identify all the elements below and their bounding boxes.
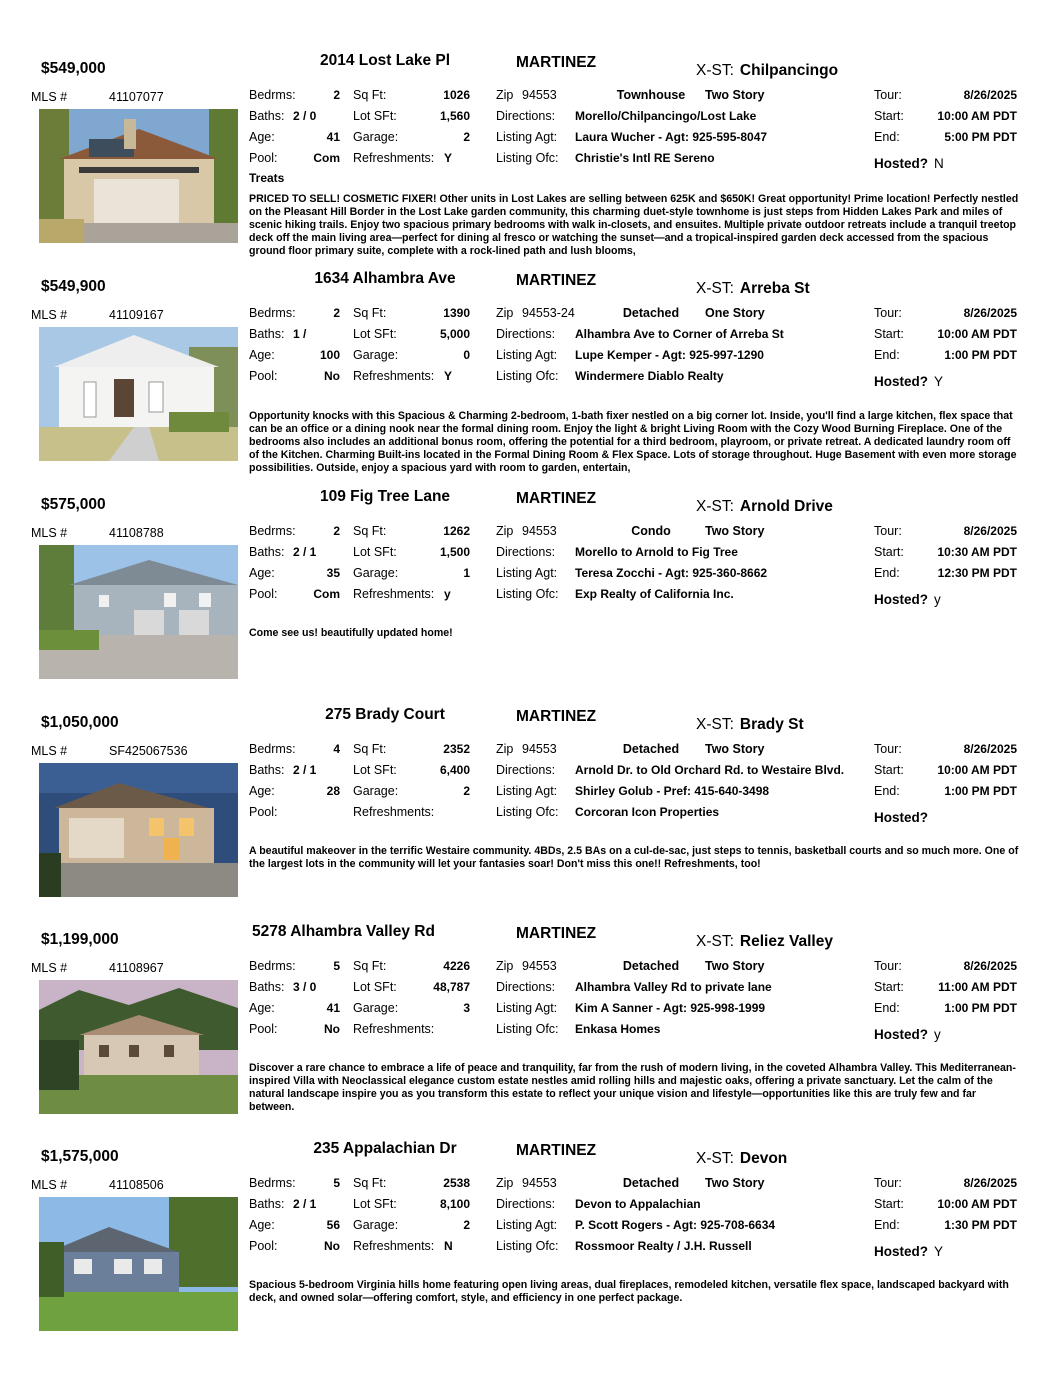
listing-description: Spacious 5-bedroom Virginia hills home featuring open living areas, dual fireplaces, remodeled kitchen, versatile flex space, landscaped backyard with deck, and owned solar—offering comfort, style, and efficiency in one perfect package. xyxy=(249,1279,1009,1304)
sqft-value: 1390 xyxy=(443,306,470,320)
cross-street xyxy=(696,933,833,951)
listing-price: $1,575,000 xyxy=(41,1148,119,1165)
listing-agent-label: Listing Agt: xyxy=(496,130,558,144)
property-type: Detached xyxy=(622,742,680,756)
listing-city: MARTINEZ xyxy=(516,54,597,71)
garage-label: Garage: xyxy=(353,566,399,580)
property-type: Condo xyxy=(631,524,671,538)
property-photo xyxy=(39,763,238,897)
listing-card xyxy=(0,50,1063,268)
age-value: 100 xyxy=(319,348,340,362)
lot-sqft-value: 1,560 xyxy=(439,109,470,123)
tour-date: 8/26/2025 xyxy=(963,1176,1017,1190)
end-label: End: xyxy=(874,348,900,362)
hosted-value: Y xyxy=(934,374,944,389)
mls-label: MLS # xyxy=(31,308,68,322)
mls-label: MLS # xyxy=(31,961,68,975)
zip-label: Zip xyxy=(496,306,514,320)
zip-value: 94553 xyxy=(522,88,557,102)
listing-city: MARTINEZ xyxy=(516,708,597,725)
mls-label: MLS # xyxy=(31,90,68,104)
listing-address: 2014 Lost Lake Pl xyxy=(319,52,451,69)
directions-label: Directions: xyxy=(496,109,556,123)
garage-value: 1 xyxy=(463,566,470,580)
cross-street-label: X-ST: xyxy=(696,933,734,950)
directions-value: Arnold Dr. to Old Orchard Rd. to Westaire Blvd. xyxy=(575,763,845,777)
lot-sqft-value: 5,000 xyxy=(439,327,470,341)
garage-value: 3 xyxy=(463,1001,470,1015)
listing-office-label: Listing Ofc: xyxy=(496,1239,559,1253)
garage-label: Garage: xyxy=(353,348,399,362)
lot-sqft-value: 48,787 xyxy=(433,980,470,994)
sqft-value: 1262 xyxy=(443,524,470,538)
stories: One Story xyxy=(705,306,765,320)
bedrooms-value: 5 xyxy=(333,959,340,973)
garage-value: 2 xyxy=(463,130,470,144)
hosted-label: Hosted? xyxy=(874,374,928,389)
lot-sqft-label: Lot SFt: xyxy=(353,763,397,777)
directions-value: Morello to Arnold to Fig Tree xyxy=(575,545,738,559)
start-label: Start: xyxy=(874,1197,904,1211)
listing-address: 275 Brady Court xyxy=(325,706,445,723)
listing-description: PRICED TO SELL! COSMETIC FIXER! Other units in Lost Lakes are selling between 625K and $650K! Great opportunity! Prime location! Perfectly nestled on the Pleasant Hill Border in the Lost Lake garden community, this charming duet-style townhome is just steps from Hidden Lakes Park and miles of scenic hiking trails. Enjoy two spacious primary bedrooms with walk in-closets, and ensuites. Multiple private outdoor retreats include a tranquil treetop deck off the main living area—perfect for dining al fresco or watching the sunset—and a tropical-inspired garden deck accessed from the spacious ground floor primary suite, complete with a rock-lined path and lush blooms, xyxy=(249,193,1019,257)
listing-office-label: Listing Ofc: xyxy=(496,369,559,383)
hosted-value: y xyxy=(934,592,941,607)
listing-office-value: Rossmoor Realty / J.H. Russell xyxy=(575,1239,752,1253)
end-time: 1:00 PM PDT xyxy=(944,784,1017,798)
baths-value: 1 / xyxy=(293,327,307,341)
start-time: 11:00 AM PDT xyxy=(938,980,1017,994)
baths-value: 2 / 1 xyxy=(293,763,317,777)
listing-office-label: Listing Ofc: xyxy=(496,151,559,165)
property-photo xyxy=(39,545,238,679)
cross-street-value: Arnold Drive xyxy=(739,498,833,515)
pool-label: Pool: xyxy=(249,369,278,383)
baths-label: Baths: xyxy=(249,545,285,559)
listing-address: 109 Fig Tree Lane xyxy=(319,488,451,505)
lot-sqft-label: Lot SFt: xyxy=(353,1197,397,1211)
bedrooms-label: Bedrms: xyxy=(249,306,296,320)
refreshments-value: N xyxy=(444,1239,453,1253)
zip-label: Zip xyxy=(496,1176,514,1190)
lot-sqft-value: 6,400 xyxy=(439,763,470,777)
listing-price: $1,050,000 xyxy=(41,714,119,731)
start-time: 10:00 AM PDT xyxy=(937,763,1017,777)
zip-value: 94553 xyxy=(522,524,557,538)
start-label: Start: xyxy=(874,763,904,777)
zip-value: 94553 xyxy=(522,959,557,973)
mls-label: MLS # xyxy=(31,744,68,758)
cross-street-label: X-ST: xyxy=(696,498,734,515)
listing-address: 1634 Alhambra Ave xyxy=(314,270,456,287)
tour-label: Tour: xyxy=(874,1176,902,1190)
directions-label: Directions: xyxy=(496,763,556,777)
listing-agent-value: Teresa Zocchi - Agt: 925-360-8662 xyxy=(575,566,768,580)
lot-sqft-label: Lot SFt: xyxy=(353,109,397,123)
age-value: 35 xyxy=(326,566,340,580)
pool-value: No xyxy=(324,1239,340,1253)
listing-office-value: Enkasa Homes xyxy=(575,1022,661,1036)
property-type: Detached xyxy=(622,1176,680,1190)
bedrooms-label: Bedrms: xyxy=(249,742,296,756)
cross-street-value: Devon xyxy=(739,1150,788,1167)
directions-value: Devon to Appalachian xyxy=(575,1197,701,1211)
cross-street-label: X-ST: xyxy=(696,62,734,79)
sqft-label: Sq Ft: xyxy=(353,88,387,102)
listing-price: $575,000 xyxy=(41,496,106,513)
age-label: Age: xyxy=(249,1001,275,1015)
listing-city: MARTINEZ xyxy=(516,925,597,942)
start-label: Start: xyxy=(874,109,904,123)
garage-value: 2 xyxy=(463,784,470,798)
pool-value: Com xyxy=(313,587,340,601)
mls-number: 41107077 xyxy=(109,90,164,104)
baths-label: Baths: xyxy=(249,1197,285,1211)
hosted-label: Hosted? xyxy=(874,156,928,171)
listing-card xyxy=(0,268,1063,486)
cross-street xyxy=(696,280,810,298)
bedrooms-label: Bedrms: xyxy=(249,524,296,538)
tour-label: Tour: xyxy=(874,524,902,538)
listing-agent-value: Shirley Golub - Pref: 415-640-3498 xyxy=(575,784,770,798)
listing-agent-value: Kim A Sanner - Agt: 925-998-1999 xyxy=(575,1001,766,1015)
lot-sqft-label: Lot SFt: xyxy=(353,545,397,559)
garage-label: Garage: xyxy=(353,130,399,144)
baths-value: 2 / 1 xyxy=(293,545,317,559)
listing-card xyxy=(0,486,1063,704)
cross-street-value: Reliez Valley xyxy=(739,933,833,950)
directions-label: Directions: xyxy=(496,980,556,994)
listing-agent-label: Listing Agt: xyxy=(496,348,558,362)
pool-value: Com xyxy=(313,151,340,165)
cross-street xyxy=(696,1150,787,1168)
end-label: End: xyxy=(874,566,900,580)
hosted xyxy=(874,374,943,389)
hosted xyxy=(874,1027,941,1042)
cross-street-value: Arreba St xyxy=(739,280,810,297)
tour-date: 8/26/2025 xyxy=(963,959,1017,973)
treats-note: Treats xyxy=(249,171,285,185)
listing-office-value: Christie's Intl RE Sereno xyxy=(575,151,715,165)
baths-value: 2 / 1 xyxy=(293,1197,317,1211)
stories: Two Story xyxy=(705,742,765,756)
tour-date: 8/26/2025 xyxy=(963,306,1017,320)
bedrooms-label: Bedrms: xyxy=(249,1176,296,1190)
refreshments-value: Y xyxy=(444,369,453,383)
property-photo xyxy=(39,327,238,461)
age-value: 41 xyxy=(326,130,340,144)
hosted-value: Y xyxy=(934,1244,944,1259)
listing-price: $549,000 xyxy=(41,60,106,77)
end-time: 1:00 PM PDT xyxy=(944,1001,1017,1015)
start-time: 10:00 AM PDT xyxy=(937,109,1017,123)
cross-street xyxy=(696,498,833,516)
listing-office-value: Windermere Diablo Realty xyxy=(575,369,724,383)
age-label: Age: xyxy=(249,130,275,144)
start-label: Start: xyxy=(874,980,904,994)
refreshments-label: Refreshments: xyxy=(353,587,435,601)
hosted-label: Hosted? xyxy=(874,1244,928,1259)
pool-label: Pool: xyxy=(249,805,278,819)
directions-value: Alhambra Valley Rd to private lane xyxy=(575,980,772,994)
sqft-label: Sq Ft: xyxy=(353,524,387,538)
end-label: End: xyxy=(874,784,900,798)
sqft-value: 4226 xyxy=(443,959,470,973)
end-label: End: xyxy=(874,1218,900,1232)
listing-description: Come see us! beautifully updated home! xyxy=(249,627,453,639)
hosted xyxy=(874,592,941,607)
mls-number: 41109167 xyxy=(109,308,164,322)
cross-street-label: X-ST: xyxy=(696,1150,734,1167)
tour-label: Tour: xyxy=(874,959,902,973)
listing-description: Discover a rare chance to embrace a life of peace and tranquility, far from the rush of modern living, in the coveted Alhambra Valley. This Mediterranean-inspired Villa with Neoclassical elegance custom estate nestles amid rolling hills and majestic oaks, offering a private sanctuary. Let the calm of the natural landscape inspire you as you transform this estate to reflect your unique vision and lifestyle—opportunities like this are truly few and far between. xyxy=(249,1062,1016,1113)
age-value: 28 xyxy=(326,784,340,798)
property-type: Townhouse xyxy=(616,88,686,102)
sqft-label: Sq Ft: xyxy=(353,1176,387,1190)
lot-sqft-label: Lot SFt: xyxy=(353,327,397,341)
hosted xyxy=(874,810,934,825)
garage-label: Garage: xyxy=(353,1218,399,1232)
cross-street-value: Brady St xyxy=(739,716,804,733)
baths-label: Baths: xyxy=(249,109,285,123)
start-time: 10:00 AM PDT xyxy=(937,1197,1017,1211)
stories: Two Story xyxy=(705,88,765,102)
end-time: 12:30 PM PDT xyxy=(937,566,1017,580)
listing-card xyxy=(0,921,1063,1139)
refreshments-label: Refreshments: xyxy=(353,369,435,383)
zip-label: Zip xyxy=(496,742,514,756)
listing-office-value: Exp Realty of California Inc. xyxy=(575,587,734,601)
zip-label: Zip xyxy=(496,524,514,538)
zip-label: Zip xyxy=(496,88,514,102)
cross-street xyxy=(696,716,804,734)
mls-number: SF425067536 xyxy=(109,744,188,758)
end-time: 1:00 PM PDT xyxy=(944,348,1017,362)
cross-street xyxy=(696,62,838,80)
lot-sqft-label: Lot SFt: xyxy=(353,980,397,994)
garage-label: Garage: xyxy=(353,784,399,798)
mls-label: MLS # xyxy=(31,1178,68,1192)
pool-label: Pool: xyxy=(249,1239,278,1253)
listing-agent-value: Laura Wucher - Agt: 925-595-8047 xyxy=(575,130,768,144)
stories: Two Story xyxy=(705,959,765,973)
refreshments-label: Refreshments: xyxy=(353,1239,435,1253)
directions-label: Directions: xyxy=(496,545,556,559)
listing-card xyxy=(0,704,1063,922)
tour-label: Tour: xyxy=(874,742,902,756)
listing-office-label: Listing Ofc: xyxy=(496,1022,559,1036)
hosted xyxy=(874,156,944,171)
mls-label: MLS # xyxy=(31,526,68,540)
hosted-label: Hosted? xyxy=(874,1027,928,1042)
listing-description: Opportunity knocks with this Spacious & Charming 2-bedroom, 1-bath fixer nestled on a big corner lot. Inside, you'll find a large kitchen, flex space that can be an office or a dining nook near the formal dining room. Enjoy the light & bright Living Room with the Cozy Wood Burning Fireplace. One of the bedrooms also includes an additional bonus room, offering the potential for a third bedroom, playroom, or private retreat. A dedicated laundry room off of the Kitchen. Charming Built-ins located in the Formal Dining Room & Flex Space. Lots of storage throughout. Huge Basement with even more storage possibilities. Outside, enjoy a spacious yard with room to garden, entertain, xyxy=(249,410,1017,474)
age-label: Age: xyxy=(249,1218,275,1232)
pool-label: Pool: xyxy=(249,151,278,165)
listing-office-label: Listing Ofc: xyxy=(496,805,559,819)
age-label: Age: xyxy=(249,348,275,362)
refreshments-value: y xyxy=(444,587,451,601)
sqft-value: 2538 xyxy=(443,1176,470,1190)
start-time: 10:00 AM PDT xyxy=(937,327,1017,341)
listing-address: 5278 Alhambra Valley Rd xyxy=(252,923,435,940)
pool-label: Pool: xyxy=(249,1022,278,1036)
baths-value: 2 / 0 xyxy=(293,109,317,123)
start-time: 10:30 AM PDT xyxy=(937,545,1017,559)
start-label: Start: xyxy=(874,545,904,559)
listing-agent-label: Listing Agt: xyxy=(496,1001,558,1015)
mls-number: 41108788 xyxy=(109,526,164,540)
bedrooms-value: 2 xyxy=(333,306,340,320)
listing-address: 235 Appalachian Dr xyxy=(313,1140,457,1157)
listing-price: $1,199,000 xyxy=(41,931,119,948)
property-photo xyxy=(39,1197,238,1331)
directions-label: Directions: xyxy=(496,1197,556,1211)
refreshments-label: Refreshments: xyxy=(353,151,435,165)
stories: Two Story xyxy=(705,1176,765,1190)
hosted-label: Hosted? xyxy=(874,592,928,607)
end-label: End: xyxy=(874,130,900,144)
listing-office-label: Listing Ofc: xyxy=(496,587,559,601)
pool-label: Pool: xyxy=(249,587,278,601)
listing-card xyxy=(0,1138,1063,1356)
tour-date: 8/26/2025 xyxy=(963,742,1017,756)
sqft-label: Sq Ft: xyxy=(353,742,387,756)
listing-city: MARTINEZ xyxy=(516,272,597,289)
age-label: Age: xyxy=(249,566,275,580)
zip-label: Zip xyxy=(496,959,514,973)
zip-value: 94553 xyxy=(522,742,557,756)
baths-label: Baths: xyxy=(249,327,285,341)
listing-description: A beautiful makeover in the terrific Westaire community. 4BDs, 2.5 BAs on a cul-de-sac, just steps to tennis, basketball courts and so much more. One of the largest lots in the community will let your fantasies soar! Don't miss this one!! Refreshments, too! xyxy=(249,845,1019,870)
age-value: 41 xyxy=(326,1001,340,1015)
end-label: End: xyxy=(874,1001,900,1015)
refreshments-label: Refreshments: xyxy=(353,805,435,819)
garage-label: Garage: xyxy=(353,1001,399,1015)
directions-value: Morello/Chilpancingo/Lost Lake xyxy=(575,109,757,123)
lot-sqft-value: 8,100 xyxy=(439,1197,470,1211)
baths-label: Baths: xyxy=(249,980,285,994)
refreshments-value: Y xyxy=(444,151,453,165)
pool-value: No xyxy=(324,369,340,383)
property-photo xyxy=(39,980,238,1114)
sqft-value: 2352 xyxy=(443,742,470,756)
listing-agent-label: Listing Agt: xyxy=(496,784,558,798)
mls-number: 41108967 xyxy=(109,961,164,975)
baths-value: 3 / 0 xyxy=(293,980,317,994)
sqft-label: Sq Ft: xyxy=(353,959,387,973)
cross-street-value: Chilpancingo xyxy=(739,62,839,79)
property-photo xyxy=(39,109,238,243)
bedrooms-value: 4 xyxy=(333,742,340,756)
property-type: Detached xyxy=(622,959,680,973)
bedrooms-value: 2 xyxy=(333,88,340,102)
property-type: Detached xyxy=(622,306,680,320)
hosted-label: Hosted? xyxy=(874,810,928,825)
end-time: 5:00 PM PDT xyxy=(944,130,1017,144)
garage-value: 2 xyxy=(463,1218,470,1232)
sqft-value: 1026 xyxy=(443,88,470,102)
hosted-value: y xyxy=(934,1027,941,1042)
age-label: Age: xyxy=(249,784,275,798)
zip-value: 94553 xyxy=(522,1176,557,1190)
tour-label: Tour: xyxy=(874,88,902,102)
tour-label: Tour: xyxy=(874,306,902,320)
listing-city: MARTINEZ xyxy=(516,490,597,507)
mls-number: 41108506 xyxy=(109,1178,164,1192)
lot-sqft-value: 1,500 xyxy=(439,545,470,559)
listing-agent-label: Listing Agt: xyxy=(496,1218,558,1232)
cross-street-label: X-ST: xyxy=(696,280,734,297)
sqft-label: Sq Ft: xyxy=(353,306,387,320)
tour-date: 8/26/2025 xyxy=(963,524,1017,538)
listing-city: MARTINEZ xyxy=(516,1142,597,1159)
bedrooms-value: 2 xyxy=(333,524,340,538)
end-time: 1:30 PM PDT xyxy=(944,1218,1017,1232)
pool-value: No xyxy=(324,1022,340,1036)
listing-agent-value: P. Scott Rogers - Agt: 925-708-6634 xyxy=(575,1218,776,1232)
stories: Two Story xyxy=(705,524,765,538)
hosted xyxy=(874,1244,943,1259)
bedrooms-label: Bedrms: xyxy=(249,88,296,102)
cross-street-label: X-ST: xyxy=(696,716,734,733)
age-value: 56 xyxy=(326,1218,340,1232)
bedrooms-value: 5 xyxy=(333,1176,340,1190)
tour-date: 8/26/2025 xyxy=(963,88,1017,102)
listing-agent-label: Listing Agt: xyxy=(496,566,558,580)
garage-value: 0 xyxy=(463,348,470,362)
listing-office-value: Corcoran Icon Properties xyxy=(575,805,720,819)
zip-value: 94553-24 xyxy=(522,306,575,320)
directions-value: Alhambra Ave to Corner of Arreba St xyxy=(575,327,784,341)
baths-label: Baths: xyxy=(249,763,285,777)
listing-price: $549,900 xyxy=(41,278,106,295)
listing-agent-value: Lupe Kemper - Agt: 925-997-1290 xyxy=(575,348,764,362)
start-label: Start: xyxy=(874,327,904,341)
refreshments-label: Refreshments: xyxy=(353,1022,435,1036)
hosted-value: N xyxy=(934,156,944,171)
directions-label: Directions: xyxy=(496,327,556,341)
bedrooms-label: Bedrms: xyxy=(249,959,296,973)
